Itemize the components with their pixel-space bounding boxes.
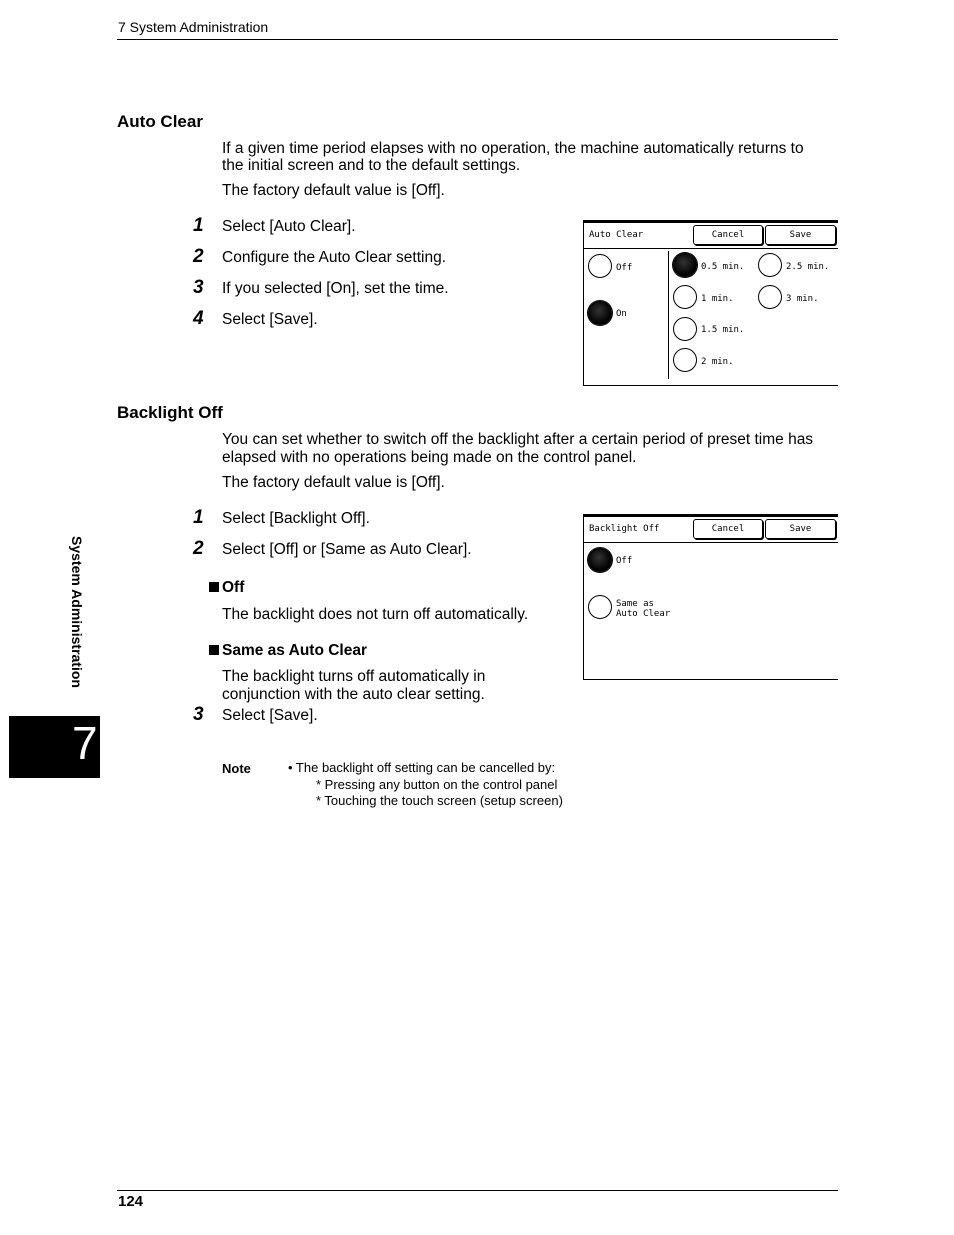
radio-1-5-min[interactable] [673,317,697,341]
backlight-intro-line2: elapsed with no operations being made on the control panel. [222,449,637,466]
backlight-default: The factory default value is [Off]. [222,474,445,491]
radio-same-as-auto-clear[interactable] [588,595,612,619]
step-text: Select [Off] or [Same as Auto Clear]. [222,541,472,558]
sub-heading-off [209,579,244,597]
sub-heading-text: Off [222,579,245,596]
note-line: * Touching the touch screen (setup screen) [316,793,563,808]
side-tab-text: System Administration [69,536,85,688]
step-text: If you selected [On], set the time. [222,280,449,297]
radio-on[interactable] [588,301,612,325]
square-bullet-icon [209,582,219,592]
note-line: * Pressing any button on the control panel [316,777,558,792]
save-button[interactable]: Save [765,225,836,245]
page-number: 124 [118,1193,144,1210]
step-text: Select [Backlight Off]. [222,510,370,527]
backlight-intro-line1: You can set whether to switch off the backlight after a certain period of preset time has [222,431,814,448]
radio-2-5-min[interactable] [758,253,782,277]
step-text: Select [Save]. [222,707,318,724]
cancel-button[interactable]: Cancel [693,519,763,539]
running-header: 7 System Administration [118,19,269,35]
sub-off-desc: The backlight does not turn off automatically. [222,606,529,623]
radio-label: On [616,309,627,319]
step-number: 2 [193,246,204,267]
radio-1-min[interactable] [673,285,697,309]
step-number: 1 [193,507,204,528]
step-number: 3 [193,704,204,725]
auto-clear-default: The factory default value is [Off]. [222,182,445,199]
sub-heading-same [209,642,367,660]
radio-label: 0.5 min. [701,262,745,272]
backlight-off-heading: Backlight Off [117,403,223,422]
screen-title: Backlight Off [589,524,660,534]
square-bullet-icon [209,645,219,655]
radio-off[interactable] [588,254,612,278]
note-line: • The backlight off setting can be cancelled by: [288,760,556,775]
auto-clear-screen [583,220,838,386]
header-rule [117,39,838,40]
step-number: 1 [193,215,204,236]
radio-0-5-min[interactable] [673,253,697,277]
radio-label: Off [616,556,633,566]
step-text: Select [Auto Clear]. [222,218,356,235]
radio-2-min[interactable] [673,348,697,372]
step-number: 3 [193,277,204,298]
sub-heading-text: Same as Auto Clear [222,642,368,659]
sub-same-desc-line2: conjunction with the auto clear setting. [222,686,485,703]
radio-label: Off [616,263,633,273]
radio-label: 2.5 min. [786,262,830,272]
auto-clear-intro-line2: the initial screen and to the default settings. [222,157,521,174]
cancel-button[interactable]: Cancel [693,225,763,245]
backlight-off-screen [583,514,838,680]
radio-off[interactable] [588,548,612,572]
chapter-number: 7 [72,717,98,769]
sub-same-desc-line1: The backlight turns off automatically in [222,668,486,685]
step-text: Select [Save]. [222,311,318,328]
step-text: Configure the Auto Clear setting. [222,249,447,266]
radio-label: 2 min. [701,357,734,367]
step-number: 4 [193,308,204,329]
step-number: 2 [193,538,204,559]
radio-3-min[interactable] [758,285,782,309]
auto-clear-heading: Auto Clear [117,112,203,131]
screen-title: Auto Clear [589,230,644,240]
radio-label: 1.5 min. [701,325,745,335]
note-label: Note [222,761,251,776]
footer-rule [117,1190,838,1191]
radio-label: 3 min. [786,294,819,304]
save-button[interactable]: Save [765,519,836,539]
side-tab-label [52,536,102,706]
radio-label: 1 min. [701,294,734,304]
auto-clear-intro-line1: If a given time period elapses with no operation, the machine automatically returns to [222,140,804,157]
radio-label: Same as Auto Clear [616,599,671,619]
chapter-tab [9,716,100,778]
